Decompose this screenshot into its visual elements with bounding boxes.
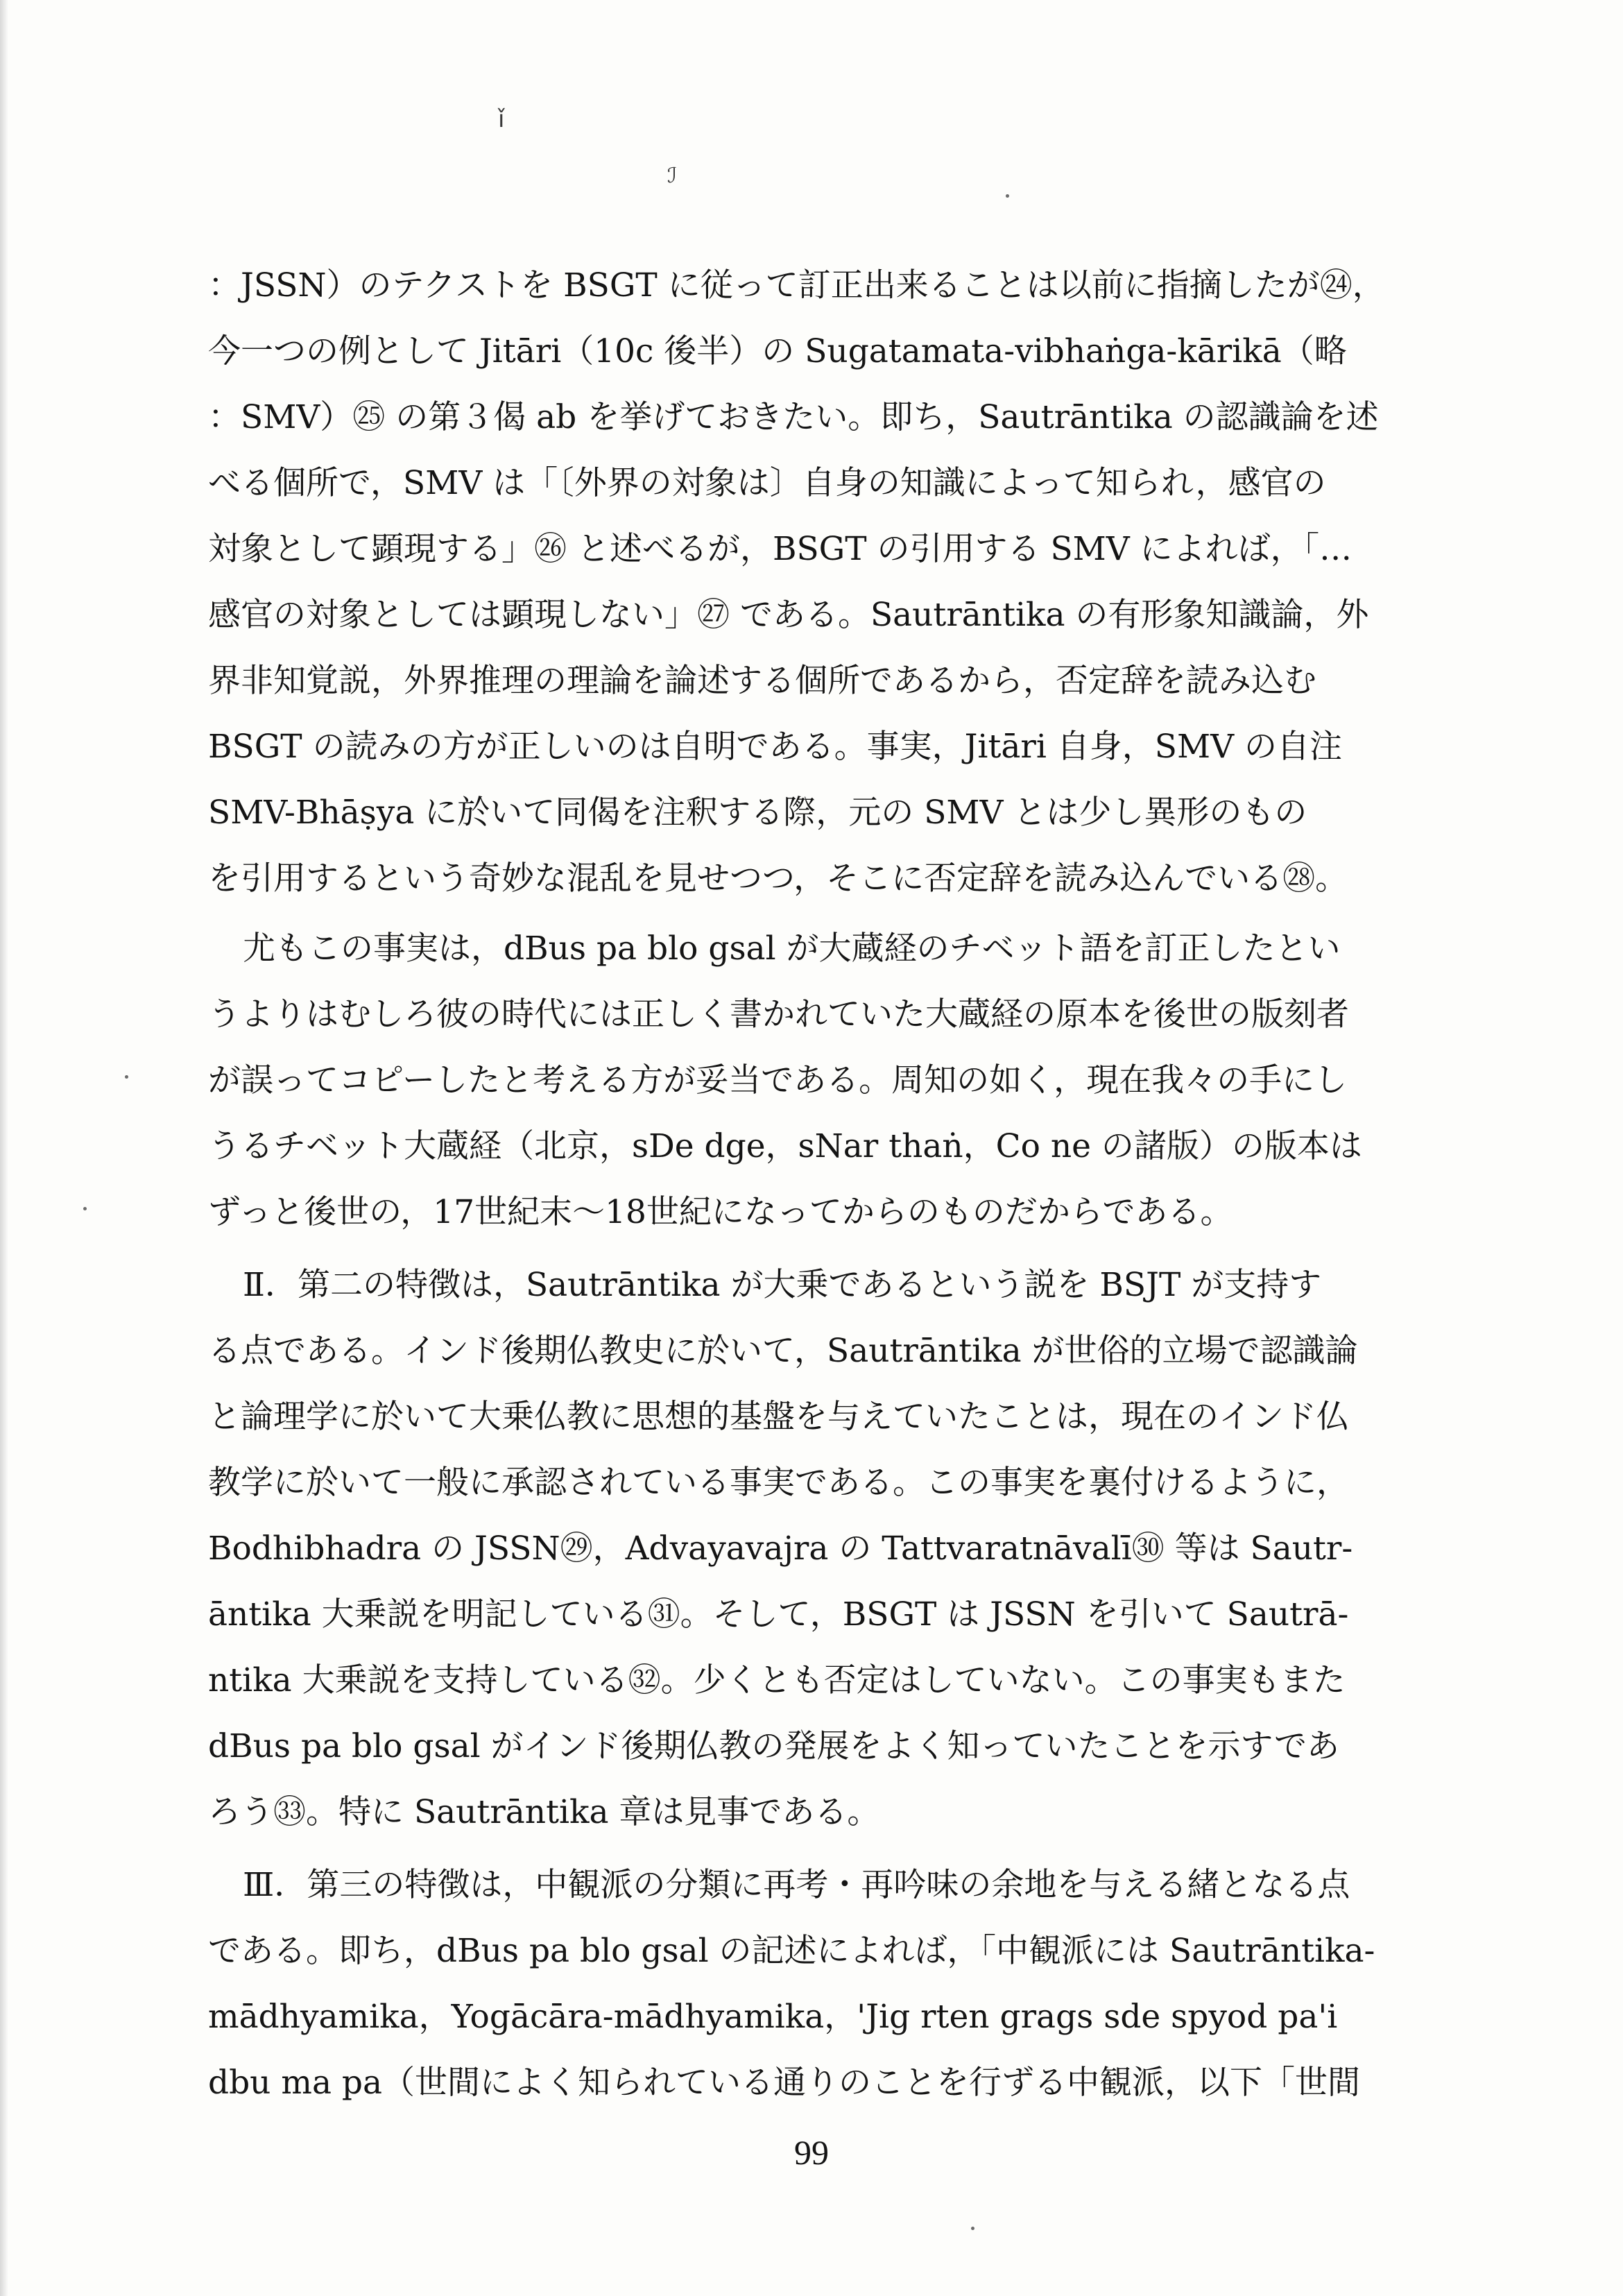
text-line: BSGT の読みの方が正しいのは自明である。事実，Jitāri 自身，SMV の自注	[208, 728, 1342, 766]
page-number: 99	[794, 2133, 829, 2172]
text-line: 教学に於いて一般に承認されている事実である。この事実を裏付けるように，	[208, 1464, 1349, 1502]
text-line: ：SMV）㉕ の第３偈 ab を挙げておきたい。即ち，Sautrāntika の認識論を述	[208, 398, 1379, 436]
text-line: である。即ち，dBus pa blo gsal の記述によれば，「中観派には Sautrāntika-	[208, 1932, 1375, 1970]
text-line: ntika 大乗説を支持している㉜。少くとも否定はしていない。この事実もまた	[208, 1661, 1346, 1699]
text-line: Ⅲ．第三の特徴は，中観派の分類に再考・再吟味の余地を与える緒となる点	[243, 1866, 1350, 1904]
text-line: と論理学に於いて大乗仏教に思想的基盤を与えていたことは，現在のインド仏	[208, 1398, 1349, 1436]
text-line: 今一つの例として Jitāri（10c 後半）の Sugatamata-vibhaṅga-kārikā（略	[208, 332, 1347, 370]
text-line: SMV-Bhāṣya に於いて同偈を注釈する際，元の SMV とは少し異形のもの	[208, 794, 1307, 832]
text-line: べる個所で，SMV は「〔外界の対象は〕自身の知識によって知られ，感官の	[208, 464, 1326, 502]
text-line: うよりはむしろ彼の時代には正しく書かれていた大蔵経の原本を後世の版刻者	[208, 995, 1349, 1034]
text-line: mādhyamika，Yogācāra-mādhyamika，'Jig rten grags sde spyod pa'i	[208, 1998, 1338, 2036]
text-line: dbu ma pa（世間によく知られている通りのことを行ずる中観派，以下「世間	[208, 2064, 1361, 2102]
text-line: を引用するという奇妙な混乱を見せつつ，そこに否定辞を読み込んでいる㉘。	[208, 859, 1348, 898]
text-line: ずっと後世の，17世紀末～18世紀になってからのものだからである。	[208, 1193, 1233, 1231]
text-line: うるチベット大蔵経（北京，sDe dge，sNar thaṅ，Co ne の諸版）の版本は	[208, 1127, 1362, 1165]
text-line: Bodhibhadra の JSSN㉙，Advayavajra の Tattvaratnāvalī㉚ 等は Sautr-	[208, 1530, 1353, 1568]
scan-speck-mark: ǐ	[498, 105, 505, 133]
scan-speck-dot	[1006, 194, 1009, 198]
text-line: 対象として顕現する」㉖ と述べるが，BSGT の引用する SMV によれば，「…	[208, 530, 1352, 568]
text-line: ：JSSN）のテクストを BSGT に従って訂正出来ることは以前に指摘したが㉔，	[208, 266, 1385, 305]
scan-speck-dot	[971, 2227, 974, 2230]
text-line: 尤もこの事実は，dBus pa blo gsal が大蔵経のチベット語を訂正したとい	[243, 929, 1341, 968]
text-line: dBus pa blo gsal がインド後期仏教の発展をよく知っていたことを示すであ	[208, 1727, 1339, 1765]
text-line: Ⅱ．第二の特徴は，Sautrāntika が大乗であるという説を BSJT が支持す	[243, 1266, 1322, 1304]
scan-speck-mark: ℐ	[667, 164, 678, 188]
text-line: 界非知覚説，外界推理の理論を論述する個所であるから，否定辞を読み込む	[208, 662, 1316, 700]
scan-speck-dot	[83, 1207, 87, 1210]
text-line: āntika 大乗説を明記している㉛。そして，BSGT は JSSN を引いて Sautrā-	[208, 1595, 1349, 1634]
text-line: 感官の対象としては顕現しない」㉗ である。Sautrāntika の有形象知識論，外	[208, 596, 1369, 634]
text-line: ろう㉝。特に Sautrāntika 章は見事である。	[208, 1793, 880, 1831]
text-line: が誤ってコピーしたと考える方が妥当である。周知の如く，現在我々の手にし	[208, 1061, 1348, 1099]
scan-speck-dot	[125, 1075, 128, 1079]
scan-edge-shadow	[0, 0, 8, 2296]
text-line: る点である。インド後期仏教史に於いて，Sautrāntika が世俗的立場で認識論	[208, 1332, 1358, 1370]
